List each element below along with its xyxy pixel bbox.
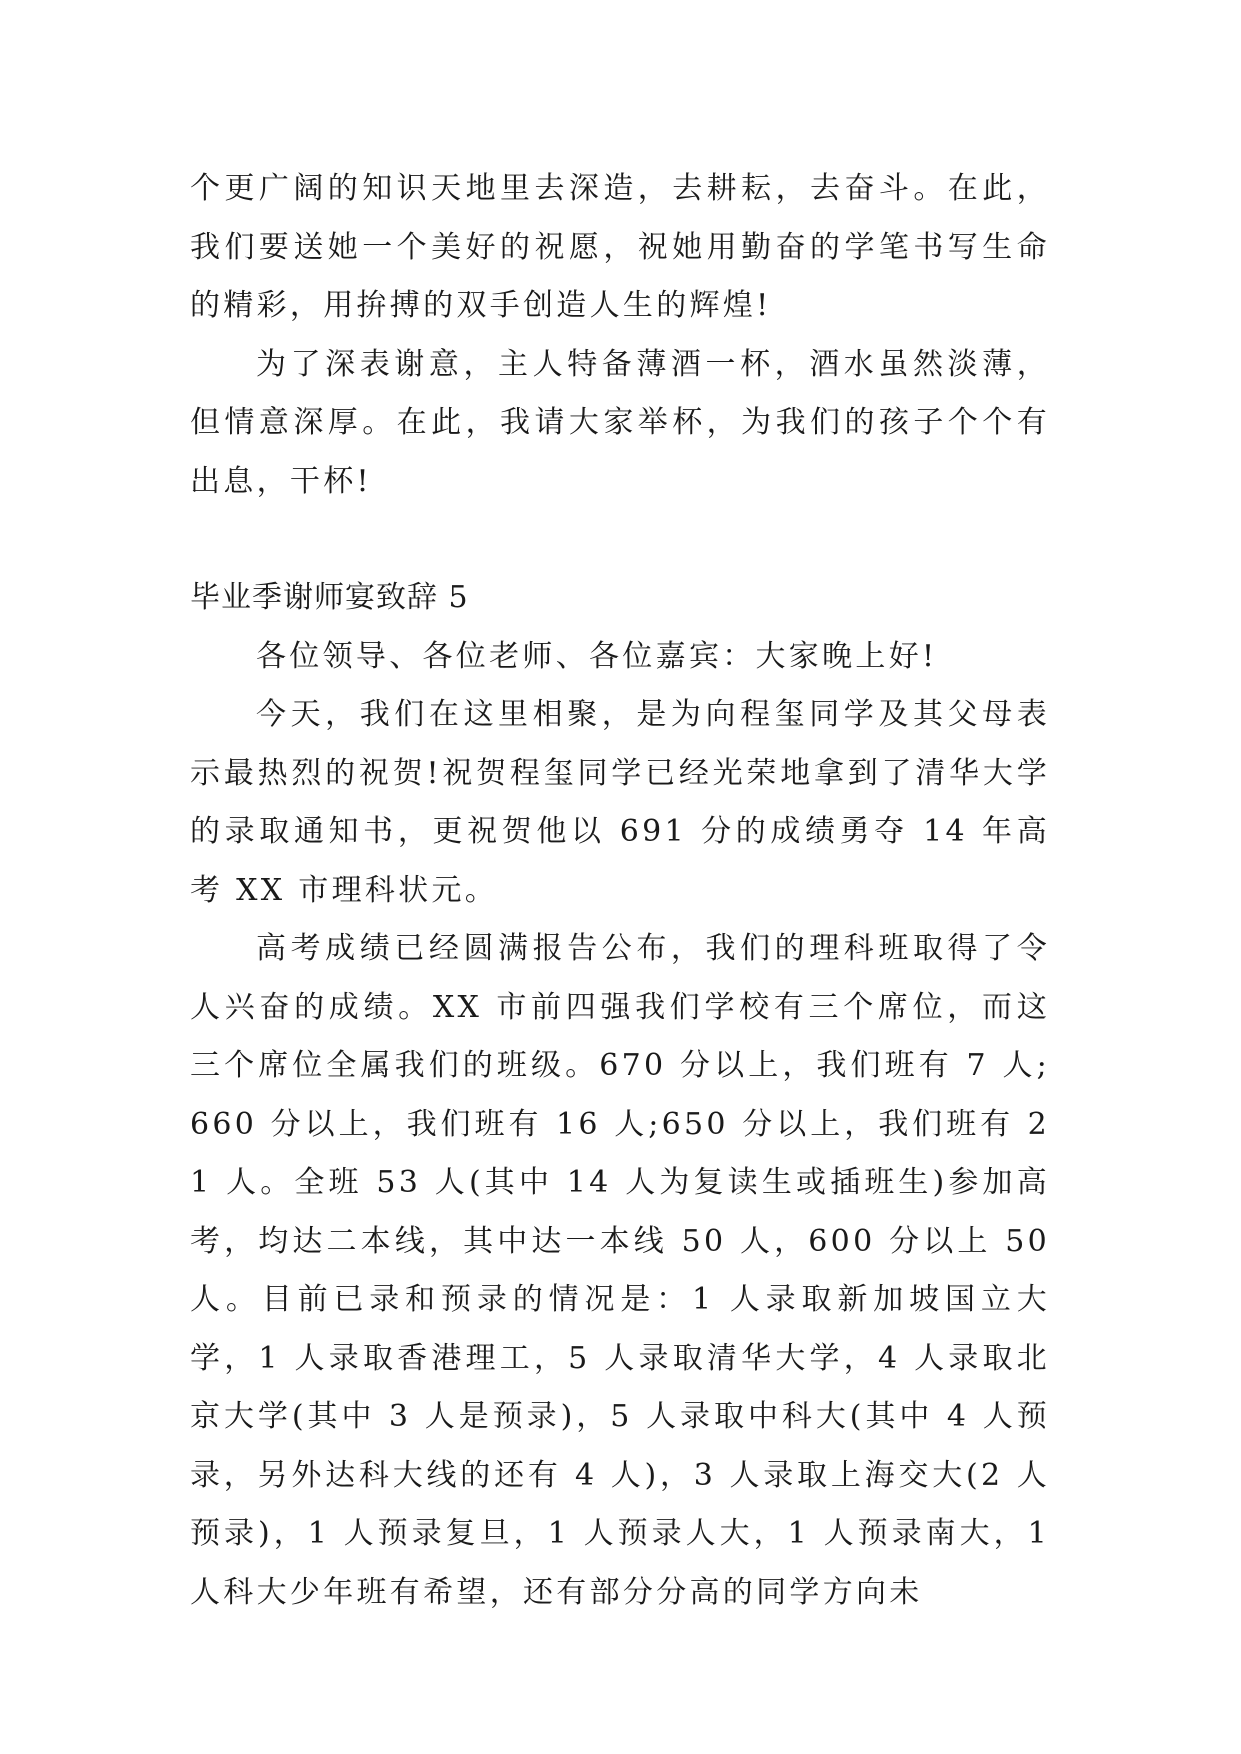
paragraph-greeting: 各位领导、各位老师、各位嘉宾：大家晚上好! — [256, 638, 938, 674]
section-title: 毕业季谢师宴致辞 5 — [190, 580, 469, 615]
paragraph-congratulations: 今天，我们在这里相聚，是为向程玺同学及其父母表示最热烈的祝贺!祝贺程玺同学已经光荣地拿到了清华大学的录取通知书，更祝贺他以 691 分的成绩勇夺 14 年高考 XX 市理科状元。 — [190, 697, 1050, 908]
document-body — [190, 160, 1050, 1622]
paragraph-toast: 为了深表谢意，主人特备薄酒一杯，酒水虽然淡薄，但情意深厚。在此，我请大家举杯，为我们的孩子个个有出息，干杯! — [190, 346, 1050, 499]
paragraph-continuation: 个更广阔的知识天地里去深造，去耕耘，去奋斗。在此，我们要送她一个美好的祝愿，祝她用勤奋的学笔书写生命的精彩，用拚搏的双手创造人生的辉煌! — [190, 171, 1050, 323]
paragraph-results: 高考成绩已经圆满报告公布，我们的理科班取得了令人兴奋的成绩。XX 市前四强我们学校有三个席位，而这三个席位全属我们的班级。670 分以上，我们班有 7 人;660 分以上，我们班有 16 人;650 分以上，我们班有 21 人。全班 53 人(其中 14 人为复读生或插班生)参加高考，均达二本线，其中达一本线 50 人，600 分以上 50 人。目前已录和预录的情况是：1 人录取新加坡国立大学，1 人录取香港理工，5 人录取清华大学，4 人录取北京大学(其中 3 人是预录)，5 人录取中科大(其中 4 人预录，另外达科大线的还有 4 人)，3 人录取上海交大(2 人预录)，1 人预录复旦，1 人预录人大，1 人预录南大，1 人科大少年班有希望，还有部分分高的同学方向未 — [190, 931, 1050, 1610]
